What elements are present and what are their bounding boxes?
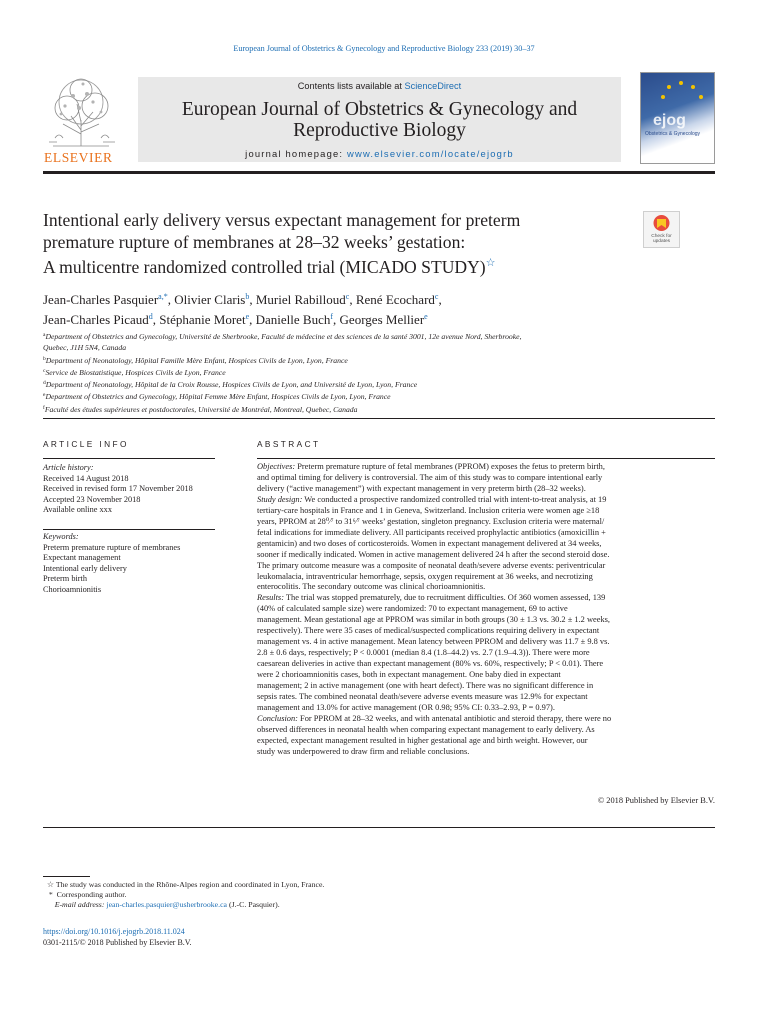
author-affiliation-ref[interactable]: d <box>148 312 153 321</box>
title-line-1: Intentional early delivery versus expectant management for preterm <box>43 210 521 230</box>
author-affiliation-ref[interactable]: c <box>345 292 350 301</box>
title-star-icon[interactable]: ☆ <box>485 257 496 269</box>
title-line-3-text: A multicentre randomized controlled trial (MICADO STUDY) <box>43 256 486 277</box>
abstract-line: management; 2 in active management (one with heart defect). There was no significant difference in <box>257 681 594 691</box>
abstract-line: Objectives: Preterm premature rupture of fetal membranes (PPROM) exposes the fetus to preterm birth, <box>257 462 605 471</box>
running-header[interactable]: European Journal of Obstetrics & Gynecology and Reproductive Biology 233 (2019) 30–37 <box>233 44 535 53</box>
abstract-line: The primary outcome measure was a composite of neonatal death/severe adverse events: periventricular <box>257 560 606 570</box>
abstract-line: management vs. 4 in active management. Mean latency between PPROM and delivery was 11.7 ± 9.8 vs. <box>257 637 610 647</box>
history-item: Accepted 23 November 2018 <box>43 494 141 504</box>
author-name: Muriel Rabilloud <box>255 292 346 307</box>
abstract-line: Conclusion: For PPROM at 28–32 weeks, and with antenatal antibiotic and steroid therapy, there were no <box>257 713 612 723</box>
cover-caption: Obstetrics & Gynecology <box>645 131 701 137</box>
affiliation-item-continued: Quebec, J1H 5N4, Canada <box>43 343 127 353</box>
keywords-block <box>43 532 215 596</box>
conclusion-label: Conclusion: <box>257 713 298 723</box>
author-name: Danielle Buch <box>255 312 331 327</box>
contents-prefix: Contents lists available at <box>297 81 405 91</box>
author-name: Jean-Charles Picaud <box>43 312 149 327</box>
abstract-bottom-rule <box>43 827 715 828</box>
author-name: Stéphanie Moret <box>159 312 246 327</box>
footnote-star: ☆ The study was conducted in the Rhône-Alpes region and coordinated in Lyon, France. <box>46 880 325 889</box>
history-item: Available online xxx <box>43 505 112 515</box>
abstract-copyright: © 2018 Published by Elsevier B.V. <box>597 796 715 805</box>
footnote-email: E-mail address: jean-charles.pasquier@usherbrooke.ca (J.-C. Pasquier). <box>54 900 280 910</box>
elsevier-wordmark: ELSEVIER <box>44 150 113 165</box>
svg-text:ejog: ejog <box>653 112 686 129</box>
abstract-line: sooner if medically indicated. Women in active management delivered 24 h after the second steroid dose. <box>257 549 610 559</box>
journal-title-line-2: Reproductive Biology <box>293 120 466 141</box>
author-affiliation-ref[interactable]: e <box>245 312 250 321</box>
abstract-line: study was underpowered to draw firm and reliable conclusions. <box>257 746 470 756</box>
author-name: Georges Mellier <box>339 312 425 327</box>
keyword-item: Expectant management <box>43 553 121 563</box>
author-affiliation-ref[interactable]: b <box>245 292 250 301</box>
objectives-label: Objectives: <box>257 462 296 471</box>
journal-cover-thumbnail[interactable] <box>640 72 715 164</box>
abstract-line: tertiary-care hospitals in France and 1 in Geneva, Switzerland. Inclusion criteria were women age ≥18 <box>257 505 600 515</box>
journal-title <box>138 99 621 141</box>
affiliation-item: $^d$Department of Neonatology, Hôpital de la Croix Rousse, Hospices Civils de Lyon, and Université de Lyon, Lyon, France <box>43 380 418 390</box>
author-affiliation-ref[interactable]: f <box>330 312 334 321</box>
sciencedirect-link[interactable]: ScienceDirect <box>404 81 462 91</box>
abstract-line: Study design: We conducted a prospective randomized controlled trial with intent-to-treat analysis, at 19 <box>257 494 607 504</box>
abstract-line: enterocolitis. The secondary outcome was clinical chorioamnionitis. <box>257 582 486 592</box>
check-for-updates-label: Check for updates <box>651 234 672 245</box>
journal-banner <box>138 77 621 162</box>
keyword-item: Preterm premature rupture of membranes <box>43 542 181 552</box>
abstract-line: management and 13.0% for active management (OR 0.98; 95% CI: 0.33–2.93, P = 0.97). <box>257 702 555 712</box>
title-line-3 <box>43 253 635 278</box>
keywords-label: Keywords: <box>43 532 79 541</box>
study-design-label: Study design: <box>257 494 303 504</box>
history-item: Received 14 August 2018 <box>43 473 129 483</box>
author-line-2: Jean-Charles Picaud$^d$, Stéphanie Moret$^e$, Danielle Buch$^f$, Georges Mellier$^e$ <box>43 312 428 327</box>
author-affiliation-ref[interactable]: c <box>434 292 439 301</box>
keyword-item: Preterm birth <box>43 574 88 584</box>
author-name: René Ecochard <box>355 292 435 307</box>
header-divider <box>43 418 715 419</box>
footnote-rule <box>43 876 90 877</box>
abstract-line: leukomalacia, intraventricular hemorrhage, sepsis, oxygen requirement at 36 weeks, and necrotizing <box>257 571 593 581</box>
email-link[interactable]: jean-charles.pasquier@usherbrooke.ca <box>106 900 228 910</box>
article-info-heading: ARTICLE INFO <box>43 439 129 449</box>
author-name: Olivier Claris <box>174 292 246 307</box>
doi-block <box>43 926 192 948</box>
abstract-line: and optimal timing for delivery is controversial. The aim of this study was to compare intentional early <box>257 472 603 482</box>
abstract-line: gentamicin) and two doses of corticosteroids. Women in expectant management delivered at 34 weeks, <box>257 538 602 548</box>
abstract-line: expected, expectant management resulted in higher gestational age and birth weight. However, our <box>257 735 588 745</box>
cover-stars-icon <box>641 73 715 164</box>
homepage-prefix: journal homepage: <box>245 148 348 159</box>
results-label: Results: <box>257 593 284 603</box>
footnotes <box>43 880 715 911</box>
author-affiliation-ref[interactable]: e <box>424 312 428 321</box>
journal-title-line-1: European Journal of Obstetrics & Gynecology and <box>181 99 578 120</box>
footnote-corresponding: * Corresponding author. <box>48 890 127 900</box>
email-label: E-mail address: <box>54 900 105 910</box>
abstract-heading: ABSTRACT <box>257 439 321 449</box>
abstract-line: respectively). There were 35 cases of medical/suspected complications requiring delivery in expectant <box>257 626 600 636</box>
journal-homepage-link[interactable]: www.elsevier.com/locate/ejogrb <box>347 148 514 159</box>
abstract-line: were 2 chorioamnionitis cases, both in expectant management. One baby died in expectant <box>257 670 561 680</box>
title-line-2: premature rupture of membranes at 28–32 weeks’ gestation: <box>43 231 466 252</box>
issn-line: 0301-2115/© 2018 Published by Elsevier B.V. <box>43 938 192 947</box>
history-item: Received in revised form 17 November 2018 <box>43 484 193 494</box>
author-name: Jean-Charles Pasquier <box>43 292 159 307</box>
masthead-rule <box>43 171 715 174</box>
crossmark-icon <box>644 212 679 234</box>
abstract-line: (40% of calculated sample size) were randomized: 70 to expectant management, 69 to active <box>257 604 568 614</box>
author-list <box>43 288 715 328</box>
affiliation-item: $^a$Department of Obstetrics and Gynecology, Université de Sherbrooke, Faculté de médecine et des sciences de la santé 3001, 12e avenue Nord, Sherbrooke, <box>43 332 522 341</box>
author-line-1: Jean-Charles Pasquier$^{a,*}$, Olivier Claris$^b$, Muriel Rabilloud$^c$, René Ecochard$^c$, <box>43 292 442 307</box>
affiliation-item: $^b$Department of Neonatology, Hôpital Famille Mère Enfant, Hospices Civils de Lyon, Lyon, France <box>43 355 348 365</box>
abstract-line: caesarean deliveries in active than expectant management (80% vs. 60%, respectively; P < 0.01). There <box>257 659 604 669</box>
affiliation-list <box>43 330 715 415</box>
abstract-line: management. Mean gestational age at PPROM was similar in both groups (30 ± 1.3 vs. 30.2 ± 1.2 weeks, <box>257 615 610 625</box>
keyword-item: Chorioamnionitis <box>43 584 102 594</box>
article-info-rule <box>43 458 215 459</box>
abstract-line: fetal indications for immediate delivery. All participants received prophylactic antibiotics (amoxicillin + <box>257 527 606 537</box>
check-for-updates-button[interactable] <box>643 211 680 248</box>
article-title <box>43 210 635 278</box>
affiliation-item: $^f$Faculté des études supérieures et postdoctorales, Université de Montréal, Montreal, Quebec, Canada <box>43 404 358 414</box>
abstract-line: years, PPROM at 28⁰⁄⁷ to 31⁶⁄⁷ weeks’ gestation, singleton pregnancy. Exclusion criteria were maternal/ <box>257 516 605 526</box>
keywords-rule <box>43 529 215 530</box>
contents-line <box>138 81 621 91</box>
star-footnote-icon: ☆ <box>46 880 54 889</box>
homepage-line <box>138 148 621 159</box>
author-affiliation-ref[interactable]: a,* <box>158 292 168 301</box>
abstract-line: 2.8 ± 0.6 days, respectively; P < 0.0001 (median 8.4 (1.8–44.2) vs. 2.7 (1.9–4.3)). There were more <box>257 648 590 658</box>
affiliation-item: $^c$Service de Biostatistique, Hospices Civils de Lyon, France <box>43 367 226 377</box>
doi-link[interactable]: https://doi.org/10.1016/j.ejogrb.2018.11.024 <box>43 927 185 936</box>
abstract-line: observed differences in neonatal health when comparing expectant management to early delivery. As <box>257 724 595 734</box>
journal-masthead <box>43 72 715 164</box>
keyword-item: Intentional early delivery <box>43 563 127 573</box>
abstract-line: delivery (“active management”) with expectant management in very preterm birth (28–32 weeks). <box>257 483 586 493</box>
abstract-line: Results: The trial was stopped prematurely, due to recruitment difficulties. Of 360 women assessed, 139 <box>257 593 606 603</box>
affiliation-item: $^e$Department of Obstetrics and Gynecology, Hôpital Femme Mère Enfant, Hospices Civils de Lyon, Lyon, France <box>43 392 391 402</box>
abstract-rule <box>257 458 715 459</box>
article-history-label: Article history: <box>43 463 94 472</box>
abstract-body <box>257 462 715 758</box>
abstract-line: sepsis rates. The combined neonatal death/severe adverse events measure was 12.9% for expectant <box>257 692 588 702</box>
article-history <box>43 463 215 516</box>
